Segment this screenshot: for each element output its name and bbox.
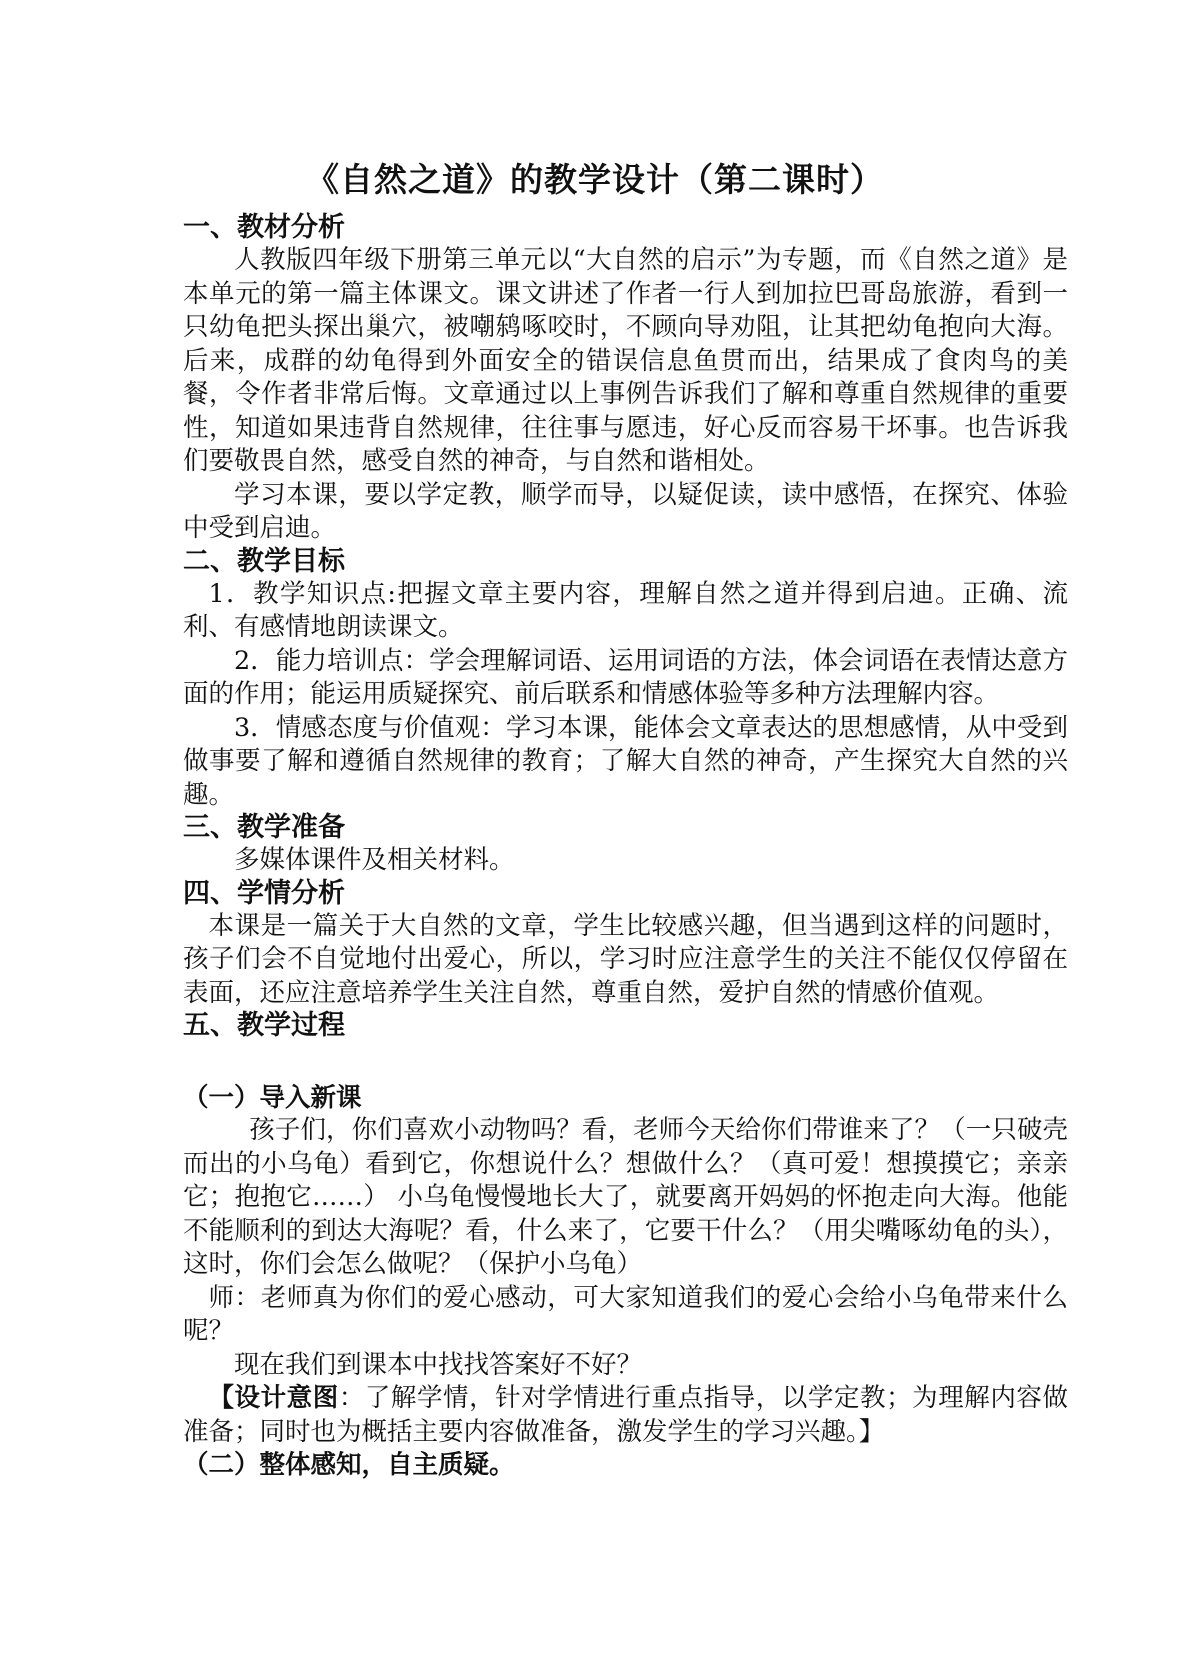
- paragraph: 人教版四年级下册第三单元以“大自然的启示”为专题，而《自然之道》是本单元的第一篇主体课文。课文讲述了作者一行人到加拉巴哥岛旅游，看到一只幼龟把头探出巢穴，被嘲鸫啄咬时，不顾向导劝阻，让其把幼龟抱向大海。后来，成群的幼龟得到外面安全的错误信息鱼贯而出，结果成了食肉鸟的美餐，令作者非常后悔。文章通过以上事例告诉我们了解和尊重自然规律的重要性，知道如果违背自然规律，往往事与愿违，好心反而容易干坏事。也告诉我们要敬畏自然，感受自然的神奇，与自然和谐相处。: [183, 245, 1068, 476]
- page-title: 《自然之道》的教学设计（第二课时）: [306, 160, 884, 199]
- paragraph: 1．教学知识点:把握文章主要内容，理解自然之道并得到启迪。正确、流利、有感情地朗读课文。: [183, 578, 1068, 642]
- paragraph: 3．情感态度与价值观：学习本课，能体会文章表达的思想感情，从中受到做事要了解和遵循自然规律的教育；了解大自然的神奇，产生探究大自然的兴趣。: [183, 712, 1068, 810]
- paragraph: 2．能力培训点：学会理解词语、运用词语的方法，体会词语在表情达意方面的作用；能运用质疑探究、前后联系和情感体验等多种方法理解内容。: [183, 645, 1068, 709]
- section-heading-learner-analysis: 四、学情分析: [183, 877, 345, 909]
- section-heading-materials: 一、教材分析: [183, 212, 345, 243]
- paragraph: 孩子们，你们喜欢小动物吗？看，老师今天给你们带谁来了？（一只破壳而出的小乌龟）看到它，你想说什么？想做什么？（真可爱！想摸摸它；亲亲它；抱抱它……） 小乌龟慢慢地长大了，就要离开妈妈的怀抱走向大海。他能不能顺利的到达大海呢？看，什么来了，它要干什么？（用尖嘴啄幼龟的头），这时，你们会怎么做呢？（保护小乌龟）: [183, 1115, 1068, 1279]
- document-body: [183, 212, 1068, 1481]
- section-heading-preparation: 三、教学准备: [183, 812, 345, 843]
- subsection-heading-overview: （二）整体感知，自主质疑。: [183, 1450, 515, 1480]
- paragraph: 本课是一篇关于大自然的文章，学生比较感兴趣，但当遇到这样的问题时，孩子们会不自觉地付出爱心，所以，学习时应注意学生的关注不能仅仅停留在表面，还应注意培养学生关注自然，尊重自然，爱护自然的情感价值观。: [183, 910, 1068, 1008]
- design-intent-text: ：了解学情，针对学情进行重点指导，以学定教；为理解内容做准备；同时也为概括主要内容做准备，激发学生的学习兴趣。】: [183, 1383, 1068, 1447]
- design-intent-label: 【设计意图: [208, 1383, 339, 1413]
- paragraph: 学习本课，要以学定教，顺学而导，以疑促读，读中感悟，在探究、体验中受到启迪。: [183, 479, 1068, 543]
- subsection-heading-intro: （一）导入新课: [183, 1083, 362, 1113]
- section-heading-process: 五、教学过程: [183, 1010, 345, 1041]
- paragraph: 多媒体课件及相关材料。: [234, 845, 515, 875]
- design-intent-paragraph: [183, 1382, 1068, 1449]
- paragraph: 现在我们到课本中找找答案好不好？: [234, 1349, 643, 1380]
- section-heading-goals: 二、教学目标: [183, 545, 345, 577]
- paragraph: 师：老师真为你们的爱心感动，可大家知道我们的爱心会给小乌龟带来什么呢？: [183, 1282, 1068, 1346]
- spacer: [183, 1042, 1068, 1082]
